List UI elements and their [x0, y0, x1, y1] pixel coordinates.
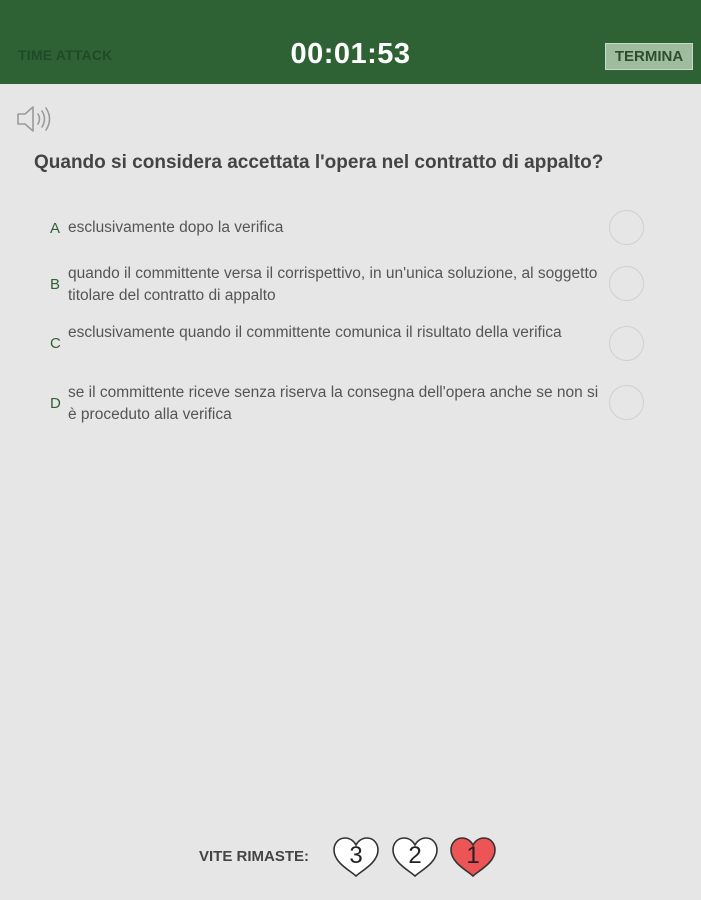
- heart-icon: [331, 836, 381, 878]
- top-bar: [0, 0, 701, 84]
- mode-label: TIME ATTACK: [18, 47, 113, 63]
- heart-icon: [390, 836, 440, 878]
- life-number: 3: [349, 842, 363, 869]
- lives-label: VITE RIMASTE:: [199, 848, 310, 865]
- answer-radio[interactable]: [609, 385, 644, 420]
- end-quiz-button[interactable]: TERMINA: [605, 43, 693, 70]
- speaker-icon[interactable]: [16, 103, 54, 135]
- question-text: Quando si considera accettata l'opera nel contratto di appalto?: [34, 152, 604, 173]
- answer-text: esclusivamente quando il committente comunica il risultato della verifica: [68, 324, 562, 341]
- answer-radio[interactable]: [609, 326, 644, 361]
- answer-letter: C: [50, 335, 61, 352]
- answer-letter: B: [50, 276, 61, 293]
- life-number: 1: [466, 842, 480, 869]
- answer-text: esclusivamente dopo la verifica: [68, 219, 284, 236]
- answer-option-a[interactable]: [48, 217, 648, 241]
- heart-lost-icon: [448, 836, 498, 878]
- answer-option-b[interactable]: [48, 263, 648, 307]
- answer-letter: D: [50, 395, 61, 412]
- life-number: 2: [408, 842, 422, 869]
- answer-option-d[interactable]: [48, 382, 648, 426]
- answer-radio[interactable]: [609, 266, 644, 301]
- timer: 00:01:53: [290, 38, 411, 70]
- answer-text: se il committente riceve senza riserva la consegna dell'opera anche se non si è proceduto alla verifica: [68, 384, 599, 423]
- answer-option-c[interactable]: [48, 322, 648, 366]
- answer-radio[interactable]: [609, 210, 644, 245]
- answer-letter: A: [50, 220, 61, 237]
- answer-text: quando il committente versa il corrispettivo, in un'unica soluzione, al soggetto titolare del contratto di appalto: [68, 265, 598, 304]
